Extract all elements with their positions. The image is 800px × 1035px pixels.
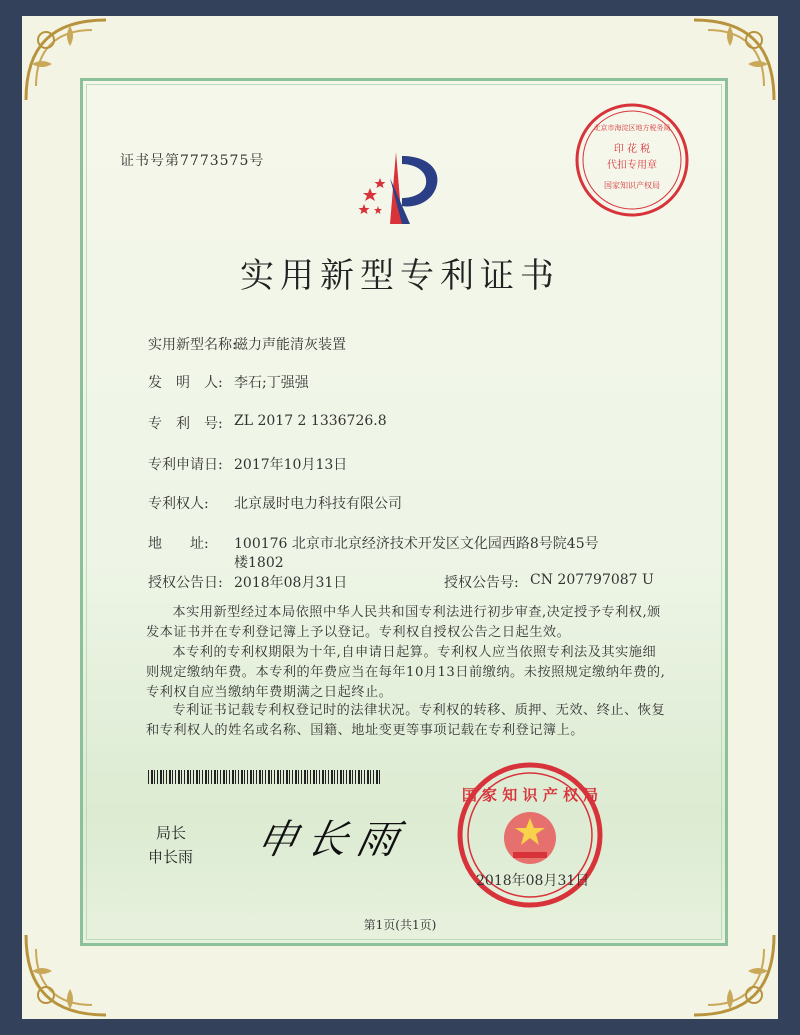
address-line-2: 楼1802 — [234, 555, 284, 571]
seal-date: 2018年08月31日 — [476, 873, 590, 889]
utility-model-name-value: 磁力声能清灰装置 — [234, 337, 346, 353]
filing-date-value: 2017年10月13日 — [234, 457, 348, 473]
svg-text:北京市海淀区地方税务局: 北京市海淀区地方税务局 — [593, 124, 671, 132]
signature-title: 局长 — [156, 824, 187, 842]
inventor-value: 李石;丁强强 — [234, 375, 309, 391]
patent-office-logo — [350, 148, 450, 228]
svg-text:国家知识产权局: 国家知识产权局 — [604, 181, 660, 190]
address-line-1: 100176 北京市北京经济技术开发区文化园西路8号院45号 — [234, 536, 599, 552]
patent-number-value: ZL 2017 2 1336726.8 — [234, 413, 387, 429]
grant-number-label: 授权公告号: — [444, 575, 519, 591]
body-paragraph-1: 本实用新型经过本局依照中华人民共和国专利法进行初步审查,决定授予专利权,颁发本证书并在专利登记簿上予以登记。专利权自授权公告之日起生效。 — [146, 605, 661, 640]
address-label: 地 址: — [148, 536, 209, 552]
utility-model-name-label: 实用新型名称: — [148, 337, 237, 353]
grant-date-value: 2018年08月31日 — [234, 575, 348, 591]
tax-stamp — [572, 100, 692, 220]
certificate-number: 证书号第7773575号 — [120, 153, 265, 169]
svg-text:印 花 税: 印 花 税 — [613, 144, 651, 155]
body-paragraph-3: 专利证书记载专利权登记时的法律状况。专利权的转移、质押、无效、终止、恢复和专利权人的姓名或名称、国籍、地址变更等事项记载在专利登记簿上。 — [146, 703, 666, 738]
inventor-label: 发 明 人: — [148, 375, 223, 391]
signature-name: 申长雨 — [148, 848, 194, 866]
barcode — [148, 770, 380, 784]
grant-date-label: 授权公告日: — [148, 575, 223, 591]
svg-text:国 家 知 识 产 权 局: 国 家 知 识 产 权 局 — [461, 786, 599, 804]
patent-number-label: 专 利 号: — [148, 416, 223, 432]
filing-date-label: 专利申请日: — [148, 457, 223, 473]
patentee-value: 北京晟时电力科技有限公司 — [234, 496, 402, 512]
handwritten-signature: 申长雨 — [252, 817, 413, 863]
patentee-label: 专利权人: — [148, 496, 209, 512]
certificate-title: 实用新型专利证书 — [240, 256, 560, 296]
svg-text:代扣专用章: 代扣专用章 — [607, 160, 657, 171]
body-paragraph-2: 本专利的专利权期限为十年,自申请日起算。专利权人应当依照专利法及其实施细则规定缴纳年费。本专利的年费应当在每年10月13日前缴纳。未按照规定缴纳年费的,专利权自应当缴纳年费期满之日起终止。 — [146, 645, 666, 700]
page-number: 第1页(共1页) — [363, 918, 437, 932]
grant-number-value: CN 207797087 U — [530, 572, 654, 588]
